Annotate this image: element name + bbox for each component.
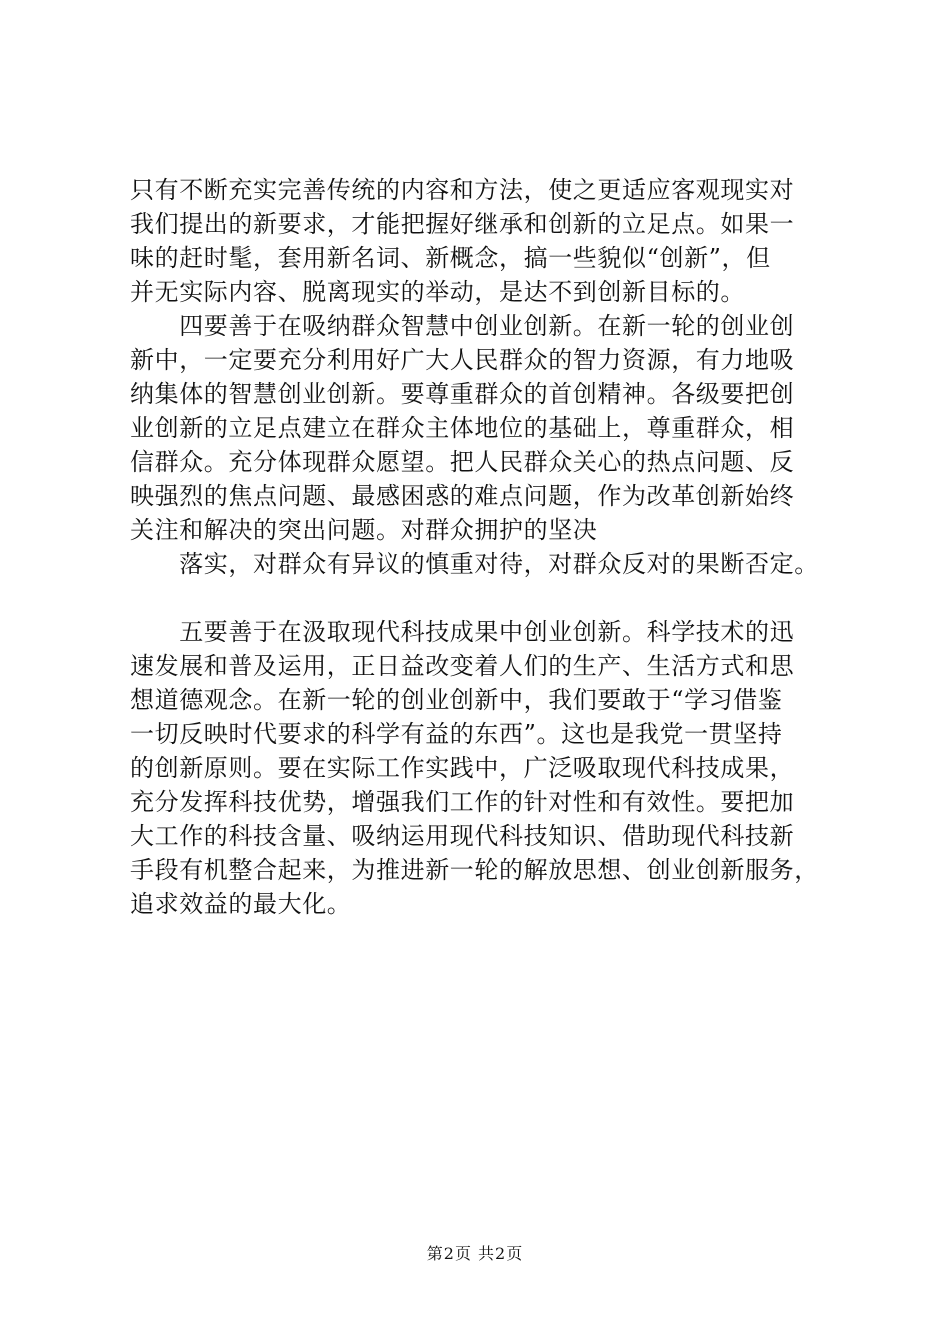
text-line: 追求效益的最大化。 bbox=[130, 890, 352, 918]
text-line: 落实，对群众有异议的慎重对待，对群众反对的果断否定。 bbox=[130, 550, 819, 578]
text-line: 只有不断充实完善传统的内容和方法，使之更适应客观现实对 bbox=[130, 176, 795, 204]
text-line: 手段有机整合起来，为推进新一轮的解放思想、创业创新服务， bbox=[130, 856, 819, 884]
document-body bbox=[130, 173, 850, 921]
text-line: 想道德观念。在新一轮的创业创新中，我们要敢于“学习借鉴 bbox=[130, 686, 783, 714]
text-line: 纳集体的智慧创业创新。要尊重群众的首创精神。各级要把创 bbox=[130, 380, 795, 408]
text-line: 一切反映时代要求的科学有益的东西”。这也是我党一贯坚持 bbox=[130, 720, 783, 748]
text-line: 新中，一定要充分利用好广大人民群众的智力资源，有力地吸 bbox=[130, 346, 795, 374]
page-number-footer: 第2页 共2页 bbox=[426, 1244, 524, 1263]
text-line: 关注和解决的突出问题。对群众拥护的坚决 bbox=[130, 516, 598, 544]
text-line: 速发展和普及运用，正日益改变着人们的生产、生活方式和思 bbox=[130, 652, 795, 680]
text-line: 映强烈的焦点问题、最感困惑的难点问题，作为改革创新始终 bbox=[130, 482, 795, 510]
text-line: 我们提出的新要求，才能把握好继承和创新的立足点。如果一 bbox=[130, 210, 795, 238]
text-line: 大工作的科技含量、吸纳运用现代科技知识、借助现代科技新 bbox=[130, 822, 795, 850]
text-line: 并无实际内容、脱离现实的举动，是达不到创新目标的。 bbox=[130, 278, 745, 306]
text-line: 的创新原则。要在实际工作实践中，广泛吸取现代科技成果， bbox=[130, 754, 795, 782]
text-line: 信群众。充分体现群众愿望。把人民群众关心的热点问题、反 bbox=[130, 448, 795, 476]
text-line: 味的赶时髦，套用新名词、新概念，搞一些貌似“创新”，但 bbox=[130, 244, 771, 272]
text-line: 四要善于在吸纳群众智慧中创业创新。在新一轮的创业创 bbox=[130, 312, 795, 340]
text-line: 充分发挥科技优势，增强我们工作的针对性和有效性。要把加 bbox=[130, 788, 795, 816]
text-line: 业创新的立足点建立在群众主体地位的基础上，尊重群众，相 bbox=[130, 414, 795, 442]
text-line: 五要善于在汲取现代科技成果中创业创新。科学技术的迅 bbox=[130, 618, 795, 646]
